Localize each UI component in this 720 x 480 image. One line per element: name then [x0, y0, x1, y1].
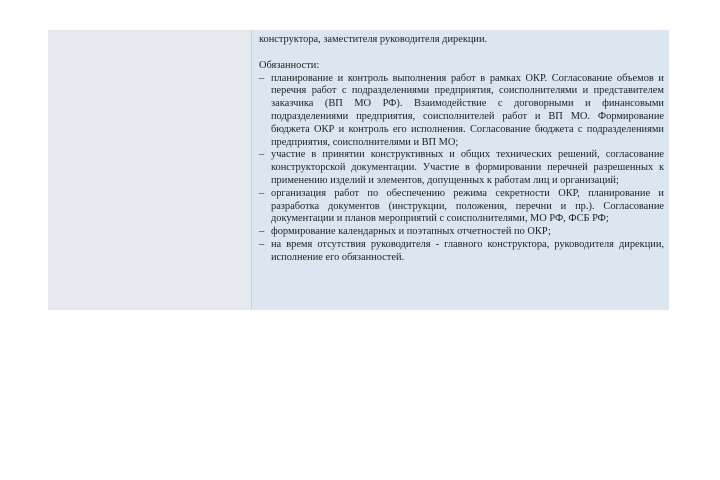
- list-item: [259, 149, 664, 187]
- bullet-dash: –: [259, 72, 265, 84]
- duty-text: на время отсутствия руководителя - главного конструктора, руководителя дирекции, исполнение его обязанностей.: [271, 238, 664, 263]
- content-cell: [252, 30, 669, 310]
- list-item: [259, 239, 664, 265]
- duties-list: [259, 73, 664, 265]
- bullet-dash: –: [259, 149, 265, 161]
- bullet-dash: –: [259, 238, 265, 250]
- duty-text: организация работ по обеспечению режима секретности ОКР, планирование и разработка документов (инструкции, положения, перечни и пр.). Согласование документации и планов мероприятий с соисполнителями, МО РФ, ФСБ РФ;: [271, 187, 664, 225]
- duty-text: формирование календарных и поэтапных отчетностей по ОКР;: [271, 226, 551, 238]
- duty-text: планирование и контроль выполнения работ в рамках ОКР. Согласование объемов и перечня работ с подразделениями предприятия, соисполнителями и представителем заказчика (ВП МО РФ). Взаимодействие с договорными и финансовыми подразделениями предприятия, соисполнителей работ и ВП МО. Формирование бюджета ОКР и контроль его исполнения. Согласование бюджета с подразделениями предприятия, соисполнителями и ВП МО;: [271, 72, 664, 148]
- list-item: [259, 188, 664, 226]
- duty-text: участие в принятии конструктивных и общих технических решений, согласование конструкторской документации. Участие в формировании перечней разрешенных к применению изделий и элементов, допущенных к работам лиц и организаций;: [271, 149, 664, 186]
- list-item: [259, 226, 664, 239]
- job-description-table: [48, 30, 669, 310]
- label-cell: [48, 30, 252, 310]
- list-item: [259, 73, 664, 150]
- paragraph-gap: [259, 47, 664, 60]
- bullet-dash: –: [259, 187, 265, 199]
- duties-heading: Обязанности:: [259, 59, 320, 71]
- intro-line: конструктора, заместителя руководителя дирекции.: [259, 34, 488, 45]
- bullet-dash: –: [259, 226, 265, 238]
